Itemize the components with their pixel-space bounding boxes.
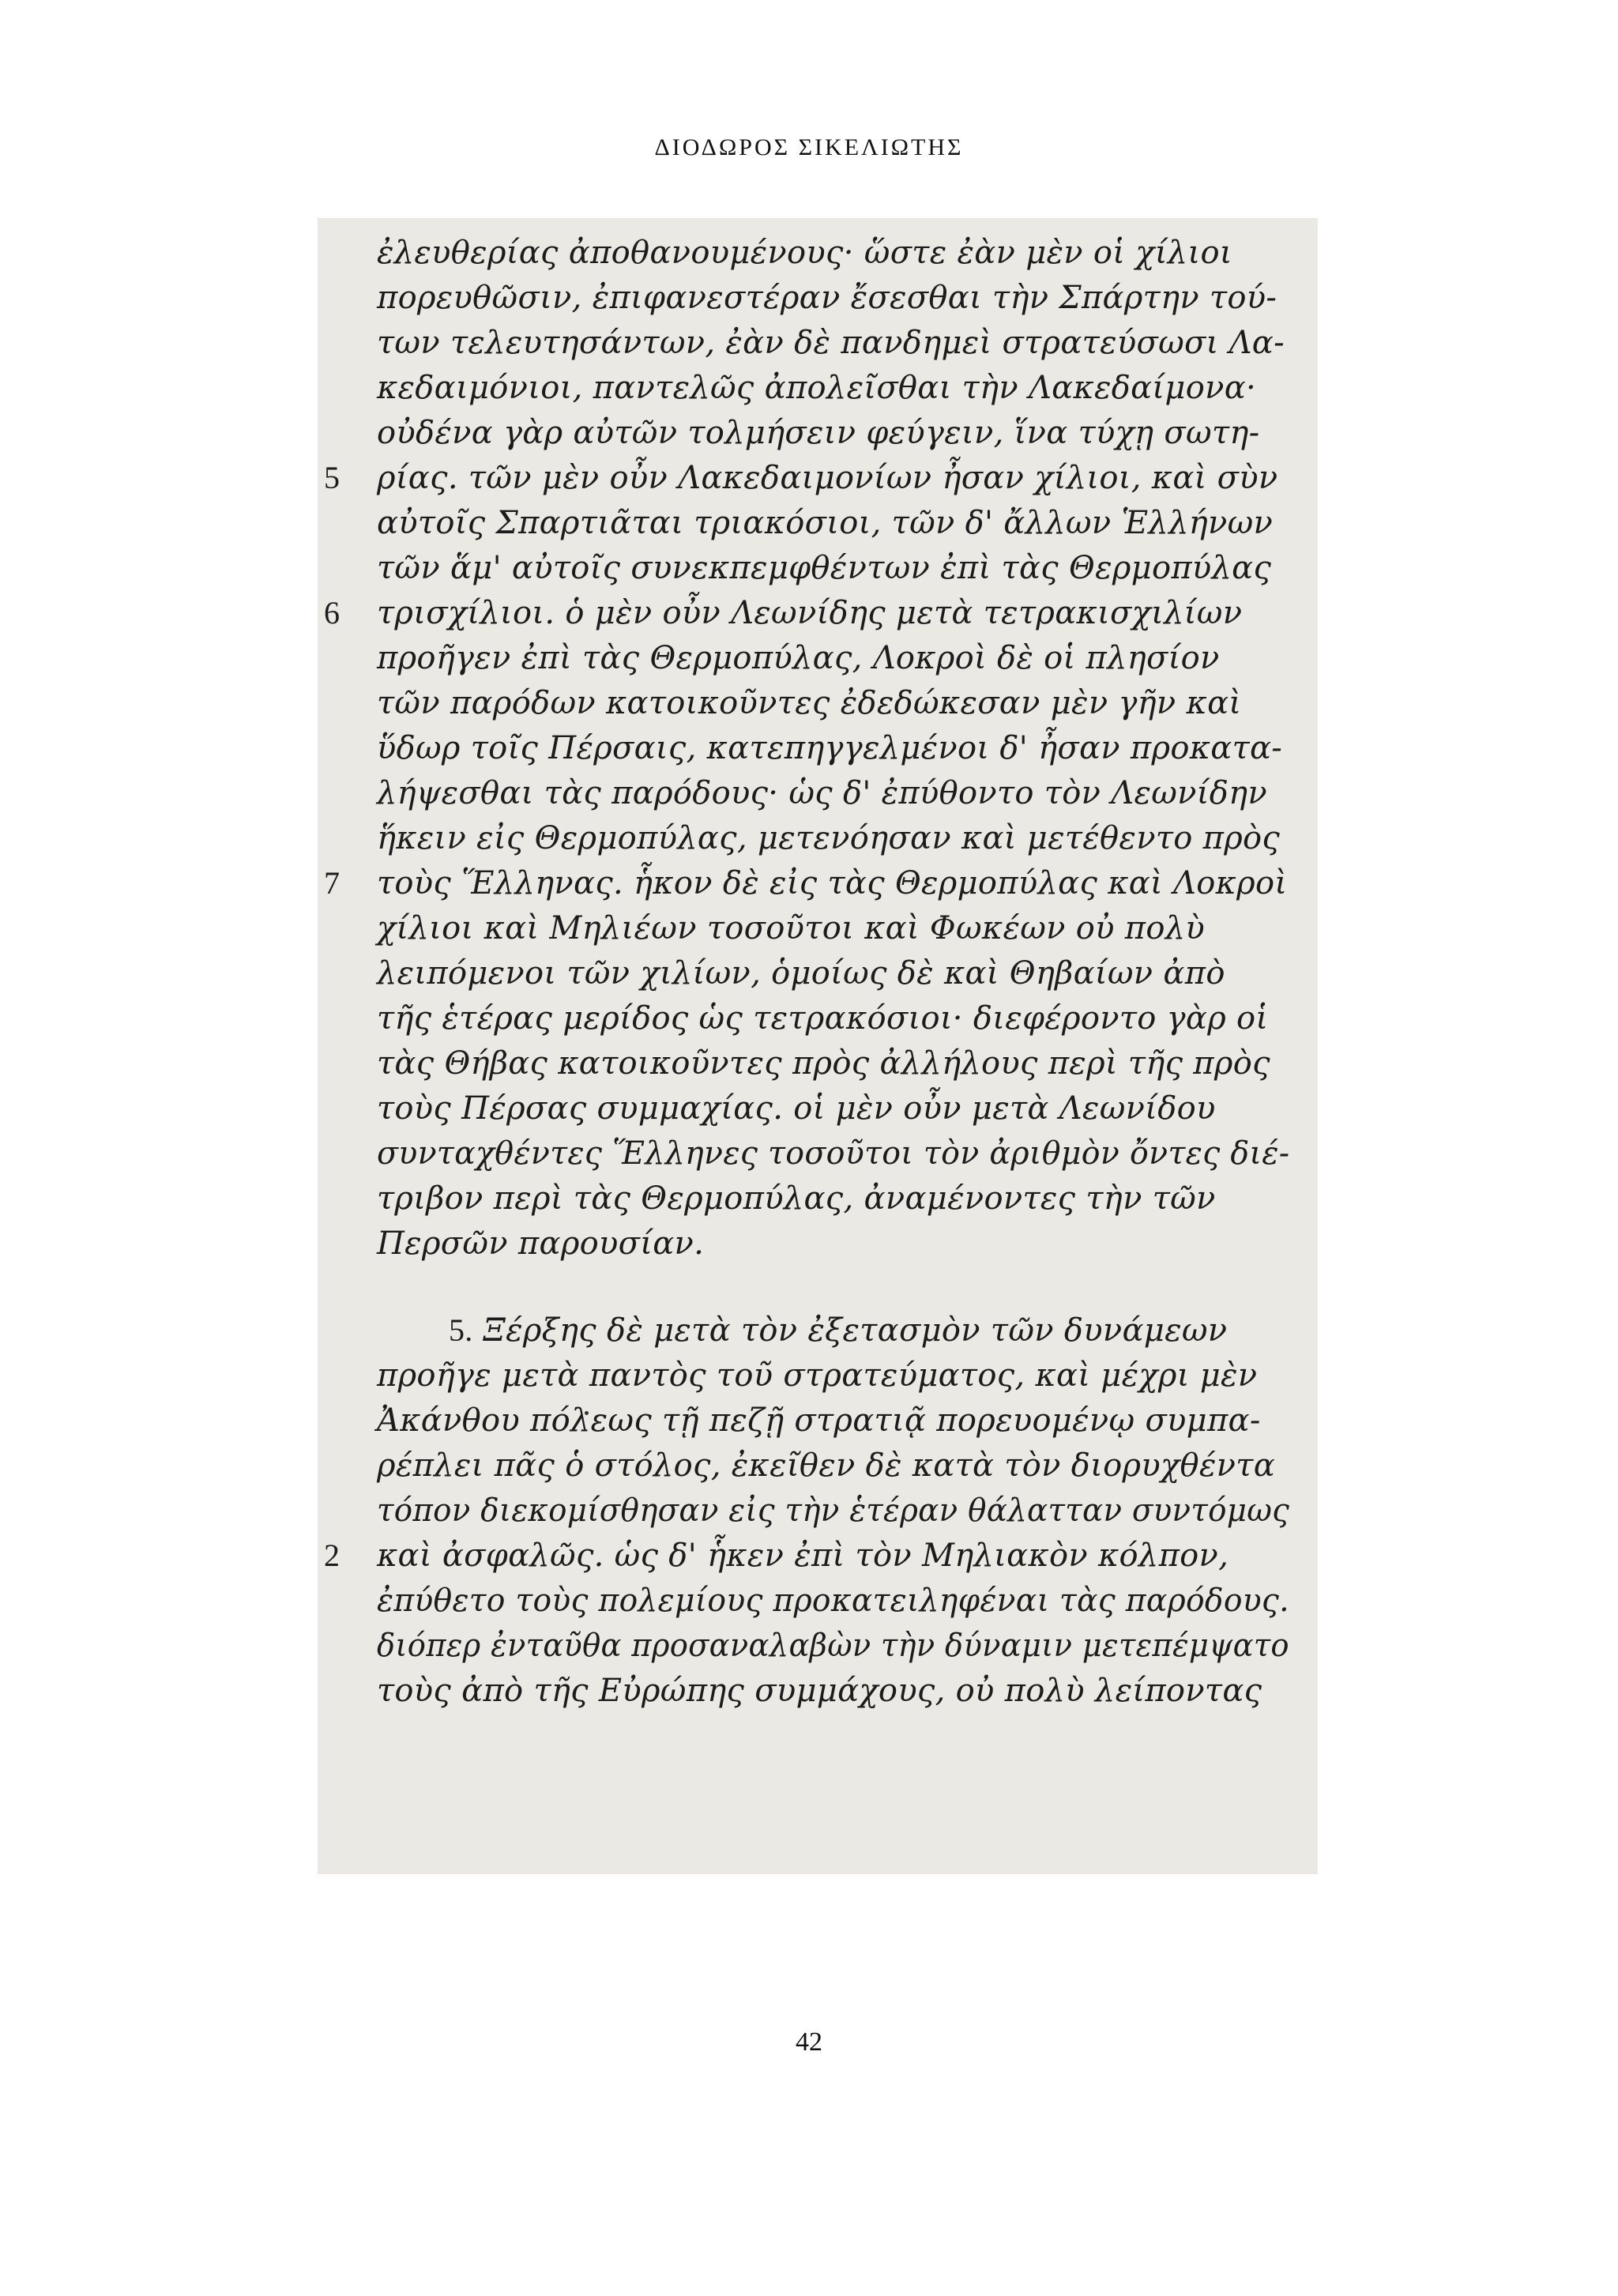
text-line: ἐπύθετο τοὺς πολεμίους προκατειληφέναι τὰς παρόδους.: [377, 1583, 1289, 1619]
running-head: ΔΙΟΔΩΡΟΣ ΣΙΚΕΛΙΩΤΗΣ: [654, 134, 964, 160]
text-line: τοὺς Ἕλληνας. ἧκον δὲ εἰς τὰς Θερμοπύλας καὶ Λοκροὶ: [377, 865, 1288, 901]
margin-number: 6: [324, 595, 340, 630]
text-line: συνταχθέντες Ἕλληνες τοσοῦτοι τὸν ἀριθμὸν ὄντες διέ-: [377, 1135, 1290, 1172]
text-line: Ξέρξης δὲ μετὰ τὸν ἐξετασμὸν τῶν δυνάμεων: [483, 1312, 1228, 1349]
text-line: τοὺς ἀπὸ τῆς Εὐρώπης συμμάχους, οὐ πολὺ λείποντας: [377, 1673, 1262, 1709]
text-line: ρίας. τῶν μὲν οὖν Λακεδαιμονίων ἦσαν χίλιοι, καὶ σὺν: [377, 460, 1278, 496]
margin-number: 5: [324, 460, 340, 495]
text-line: αὐτοῖς Σπαρτιᾶται τριακόσιοι, τῶν δ' ἄλλων Ἑλλήνων: [377, 505, 1274, 541]
text-line: Περσῶν παρουσίαν.: [377, 1225, 705, 1262]
text-line: καὶ ἀσφαλῶς. ὡς δ' ἧκεν ἐπὶ τὸν Μηλιακὸν κόλπον,: [377, 1538, 1229, 1574]
text-line: των τελευτησάντων, ἐὰν δὲ πανδημεὶ στρατεύσωσι Λα-: [377, 325, 1285, 361]
page-number: 42: [796, 2027, 822, 2057]
text-line: προῆγε μετὰ παντὸς τοῦ στρατεύματος, καὶ μέχρι μὲν: [377, 1357, 1258, 1394]
text-line: τριβον περὶ τὰς Θερμοπύλας, ἀναμένοντες τὴν τῶν: [377, 1180, 1216, 1217]
text-line: λήψεσθαι τὰς παρόδους· ὡς δ' ἐπύθοντο τὸν Λεωνίδην: [377, 775, 1267, 811]
margin-number: 7: [324, 865, 340, 901]
margin-number: 2: [324, 1538, 340, 1573]
text-line: τοὺς Πέρσας συμμαχίας. οἱ μὲν οὖν μετὰ Λεωνίδου: [377, 1090, 1216, 1127]
text-line: ἐλευθερίας ἀποθανουμένους· ὥστε ἐὰν μὲν οἱ χίλιοι: [377, 235, 1232, 271]
text-line: τὰς Θήβας κατοικοῦντες πρὸς ἀλλήλους περὶ τῆς πρὸς: [377, 1045, 1270, 1082]
section-heading-line: [449, 1308, 1227, 1353]
text-line: ὕδωρ τοῖς Πέρσαις, κατεπηγγελμένοι δ' ἦσαν προκατα-: [377, 730, 1283, 766]
text-line: κεδαιμόνιοι, παντελῶς ἀπολεῖσθαι τὴν Λακεδαίμονα·: [377, 370, 1257, 406]
text-line: προῆγεν ἐπὶ τὰς Θερμοπύλας, Λοκροὶ δὲ οἱ πλησίον: [377, 640, 1220, 676]
text-line: οὐδένα γὰρ αὐτῶν τολμήσειν φεύγειν, ἵνα τύχῃ σωτη-: [377, 415, 1260, 451]
text-line: ρέπλει πᾶς ὁ στόλος, ἐκεῖθεν δὲ κατὰ τὸν διορυχθέντα: [377, 1447, 1276, 1484]
text-line: τῶν ἅμ' αὐτοῖς συνεκπεμφθέντων ἐπὶ τὰς Θερμοπύλας: [377, 550, 1272, 586]
text-line: λειπόμενοι τῶν χιλίων, ὁμοίως δὲ καὶ Θηβαίων ἀπὸ: [377, 955, 1225, 992]
text-line: ἥκειν εἰς Θερμοπύλας, μετενόησαν καὶ μετέθεντο πρὸς: [377, 820, 1281, 856]
text-line: χίλιοι καὶ Μηλιέων τοσοῦτοι καὶ Φωκέων οὐ πολὺ: [377, 910, 1206, 947]
section-number: 5.: [449, 1312, 473, 1348]
text-line: τῆς ἑτέρας μερίδος ὡς τετρακόσιοι· διεφέροντο γὰρ οἱ: [377, 1000, 1269, 1037]
text-line: πορευθῶσιν, ἐπιφανεστέραν ἔσεσθαι τὴν Σπάρτην τού-: [377, 280, 1277, 316]
text-line: τρισχίλιοι. ὁ μὲν οὖν Λεωνίδης μετὰ τετρακισχιλίων: [377, 595, 1243, 631]
text-line: Ἀκάνθου πόλεως τῇ πεζῇ στρατιᾷ πορευομένῳ συμπα-: [377, 1402, 1261, 1439]
text-line: διόπερ ἐνταῦθα προσαναλαβὼν τὴν δύναμιν μετεπέμψατο: [377, 1628, 1289, 1664]
text-line: τῶν παρόδων κατοικοῦντες ἐδεδώκεσαν μὲν γῆν καὶ: [377, 685, 1242, 721]
text-line: τόπον διεκομίσθησαν εἰς τὴν ἑτέραν θάλατταν συντόμως: [377, 1492, 1290, 1529]
